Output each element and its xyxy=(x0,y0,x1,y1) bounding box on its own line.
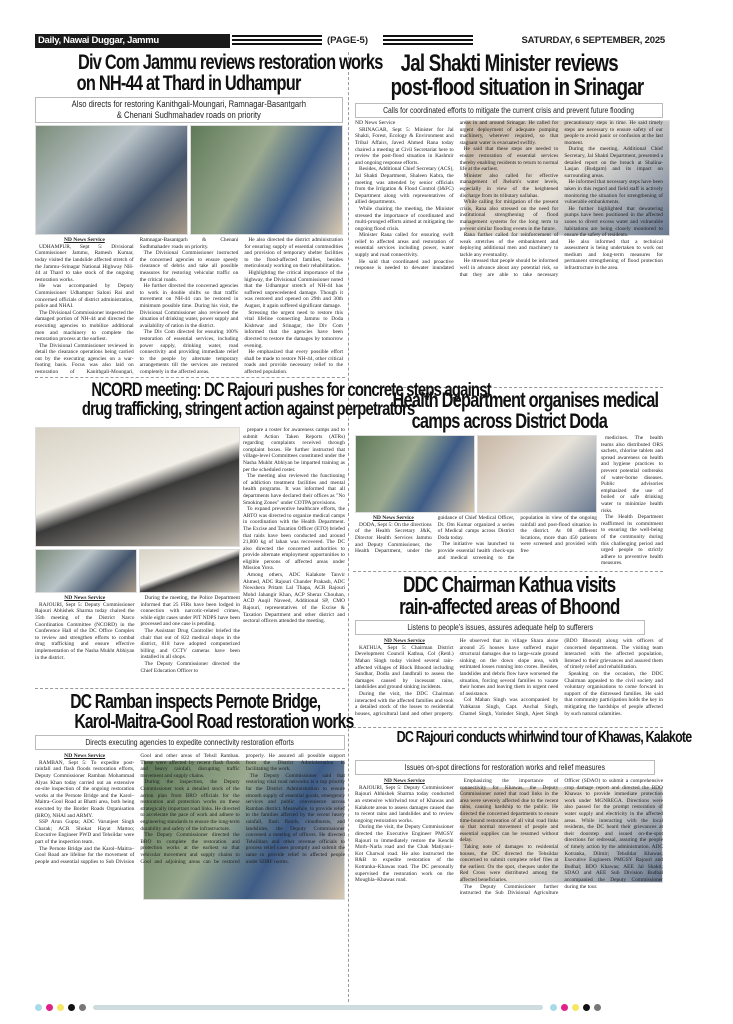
byline: ND News Service xyxy=(383,638,425,644)
photo xyxy=(35,549,137,593)
byline: ND News Service xyxy=(64,753,106,759)
section-divider xyxy=(353,727,663,728)
subheadline: Calls for coordinated efforts to mitigate the current crisis and prevent future flooding xyxy=(355,103,663,118)
decorative-stripes xyxy=(383,35,473,47)
registration-dot xyxy=(68,1004,75,1011)
paragraph: The Health Department reaffirmed its commitment to ensuring the well-being of the community during this challenging period and urged people to strictly adhere to preventive health measures. xyxy=(601,514,663,567)
subheadline: Listens to people's issues, assures adequate help to sufferers xyxy=(355,620,645,635)
photo xyxy=(190,125,343,235)
headline: DDC Chairman Kathua visits rain-affected areas of Bhoond xyxy=(398,572,620,619)
paragraph: He further highlighted that dewatering pumps have been positioned in the affected zones to divert excess water and vulnerable habitations are being closely monitored to ensure the safety of residents. xyxy=(564,205,663,239)
paragraph: Col Mahan Singh was accompanied by Yubkaran Singh, Capt. Anchal Singh, Chamel Singh, Varinder Singh, Ajeet Singh (BDO Bhoond) along with officers of concerned departments. The visiting team interacted with the affected population, listened to their grievances and assured them of timely relief and rehabilitation. xyxy=(459,638,663,717)
paragraph: While chairing the meeting, the Minister stressed the importance of coordinated and multi-pronged efforts aimed at mitigating the ongoing flood crisis. xyxy=(355,205,454,232)
headline: DC Ramban inspects Pernote Bridge, Karol-Maitra-Gool Road restoration works xyxy=(70,691,354,733)
article-body xyxy=(35,237,343,379)
paragraph: The Pernote Bridge and the Karol–Maitra–Gool Road are lifeline for the movement of people and essential supplies to Sub Division Gool and other areas of Tehsil Ramban. These were affected by recent flash floods and heavy rainfall, disrupting traffic movement and supply chains. xyxy=(35,753,240,865)
headline: Health Department organises medical camps across District Doda xyxy=(392,389,659,433)
paragraph: He informed that necessary steps have been taken in this regard and field staff is actively monitoring the situation for strengthening of vulnerable embankments. xyxy=(564,179,663,206)
paragraph: He said that these steps are needed to ensure restoration of essential services thereby enabling residents to return to normal life at the earliest. xyxy=(459,146,559,173)
paragraph: To expand preventive healthcare efforts, the ARTO was directed to organize medical camps in coordination with the Health Department. The Excise and Taxation Officer (ETO) briefed that raids have been conducted and around 21,800 kg of lahan was recovered. The DC also directed the concerned authorities to provide alternate employment opportunities to eligible persons of affected areas under Mission Yuva. xyxy=(243,506,346,572)
photo xyxy=(355,435,475,513)
paper-name: Daily, Nawai Duggar, Jammu xyxy=(35,34,230,48)
paragraph: KATHUA, Sept 5: Chairman District Development Council Kathua, Col (Retd.) Mahan Singh today visited several rain-affected villages of Block Bhoond including Sandhar, Dodla and Jandhrali to assess the damages caused by incessant rains, landslides and ground sinking incidents. xyxy=(355,644,454,691)
photo xyxy=(35,427,240,547)
photo xyxy=(35,125,188,235)
byline: ND News Service xyxy=(383,778,425,784)
paragraph: Besides, Additional Chief Secretary (ACS), Jal Shakti Department, Shaleen Kabra, the meeting was attended by senior officials from the Irrigation & Flood Control (I&FC) Department along with representatives of allied departments. xyxy=(355,166,454,206)
paragraph: He stressed that people should be informed well in advance about any potential risk, so that they are able to take necessary precautionary steps in time. He said timely steps are necessary to ensure safety of our people to avoid panic or confusion at the last moment. xyxy=(459,120,663,278)
byline: ND News Service xyxy=(64,595,106,601)
paragraph: The Divisional Commissioner reviewed in detail the clearance operations being carried out by the executing agencies on a war-footing basis. Focus was also laid on restoration of Kanithgali-Moungari, Ramnagar-Basantgarh & Chenani Sudhmahadev roads on priority. xyxy=(35,237,239,376)
masthead xyxy=(35,34,665,48)
article-body xyxy=(35,753,345,997)
article-body xyxy=(355,120,663,372)
paragraph: Stressing the urgent need to restore this vital lifeline connecting Jammu to Doda Kishtwar and Srinagar, the Div Com informed that the agencies have been directed to restore the damages by tomorrow evening. xyxy=(244,309,343,349)
article-jal-shakti xyxy=(355,52,663,372)
paragraph: During the visit, the DDC Chairman interacted with the affected families and took a detailed stock of the losses to residential houses, agricultural land and other property. He observed that in village Shara alone around 25 houses have suffered major structural damages due to large-scale ground sinking on the down slope area, with estimated losses running into crores. Besides, landslides and debris flow have worsened the situation, forcing several families to vacate their homes and leaving them in urgent need of assistance. xyxy=(355,638,559,717)
headline: DC Rajouri conducts whirlwind tour of Khawas, Kalakote xyxy=(396,729,692,746)
headline: NCORD meeting: DC Rajouri pushes for concrete steps against drug trafficking, stringent action against perpetrators xyxy=(81,380,491,420)
paragraph: During the visit, the Deputy Commissioner directed the Executive Engineer PMGSY Rajouri to immediately restore the Kenchi Morh–Narla road and the Chak Matiyani–Kot Charwal road. He also instructed the R&B to expedite restoration of the Kotranka–Khawas road. The DC personally supervised the restoration work on the Moughla–Khawas road. xyxy=(355,824,454,884)
article-body xyxy=(35,595,240,685)
article-divcom xyxy=(35,51,383,379)
paragraph: Emphasizing the importance of connectivity for Khawas, the Deputy Commissioner noted that road links in the area were severely affected due to the recent rains, causing hardship to the public. He directed the concerned departments to ensure time-bound restoration of all vital road links so that normal movement of people and essential supplies can be resumed without delay. xyxy=(459,778,559,844)
paragraph: The Deputy Commissioner further instructed the Sub Divisional Agriculture Officer (SDAO) to submit a comprehensive crop damage report and directed the BDO Khawas to provide immediate protection work under MGNREGA. Directions were also passed for the prompt restoration of water supply and electricity in the affected areas. While interacting with the local residents, the DC heard their grievances at their doorstep and issued on-the-spot directions for redressal, assuring the people of timely action by the administration. ADC Kotranka, Dilmir; Tehsildar Khawas; Executive Engineers PMGSY Rajouri and Budhal; BDO Khawas; AEE Jal Shakti; SDAO and AEE Sub Division Budhal accompanied the Deputy Commissioner during the tour. xyxy=(459,778,663,897)
paragraph: He also directed the district administration for ensuring supply of essential commodities and provision of temporary shelter facilities to the flood-affected families, besides meticulously working on their rehabilitation. xyxy=(244,237,343,270)
article-dc-ramban xyxy=(35,691,354,997)
paragraph: He further directed the concerned agencies to work in double shifts so that traffic movement on NH-44 can be restored in minimum possible time. During his visit, the Divisional Commissioner also reviewed the situation of drinking water, power supply and availability of ration in the district. xyxy=(139,283,239,329)
paragraph: Rana further called for reinforcement of weak stretches of the embankment and deploying additional men and machinery to tackle any eventuality. xyxy=(459,232,559,258)
paragraph: He said that coordinated and proactive response is needed to dewater inundated areas in and around Srinagar. He called for urgent deployment of adequate pumping machinery, wherever required, so that stagnant water is evacuated swiftly. xyxy=(355,120,559,272)
paragraph: Taking note of damages to residential houses, the DC directed the Tehsildar concerned to submit complete relief files at the earliest. On the spot, cheques under the Red Cross were distributed among the affected beneficiaries. xyxy=(459,843,559,883)
registration-dot xyxy=(572,1004,579,1011)
paragraph: He also informed that a technical assessment is being undertaken to work out medium and long-term measures for permanent strengthening of flood protection infrastructure in the area. xyxy=(564,238,663,272)
article-body-side xyxy=(243,427,345,685)
section-divider xyxy=(35,688,345,689)
paragraph: DODA, Sept 5: On the directions of the Health Secretary J&K, Director Health Services Jammu and Deputy Commissioner, the Health Department, under the guidance of Chief Medical Officer, Dr. Om Kumar organized a series of Medical camps across District Doda today. xyxy=(355,515,515,555)
photo xyxy=(139,549,240,593)
page-number: (PAGE-5) xyxy=(327,35,368,46)
article-body xyxy=(355,638,663,738)
paragraph: The initiative was launched to provide essential health check-ups and medical screening to the population in view of the ongoing rainfall and post-flood situation in the district. At 08 different locations, more than 450 patients were screened and provided with free xyxy=(437,515,597,561)
issue-date: SATURDAY, 6 SEPTEMBER, 2025 xyxy=(521,35,665,46)
registration-dot xyxy=(57,1004,64,1011)
paragraph: The meeting also reviewed the functioning of addiction treatment facilities and mental health programs. It was informed that all departments have declared their offices as "No Smoking Zones" under COTPA provisions. xyxy=(243,473,345,506)
paragraph: The Divisional Commissioner inspected the damaged portion of NH-44 and directed the executing agencies to mobilize additional men and machinery to complete the restoration process at the earliest. xyxy=(35,309,134,343)
paragraph: The Deputy Commissioner said that restoring vital road networks is a top priority for the District Administration to ensure smooth supply of essential goods, emergency services and public convenience across Ramban district. Meanwhile, to provide relief to the families affected by the recent heavy rainfall, flash floods, cloudbursts, and landslides, the Deputy Commissioner convened a meeting of officers. He directed Tehsildars and other revenue officials to process relief cases promptly and submit the same to provide relief to affected people under SDRF norms. xyxy=(245,772,345,865)
article-dc-rajouri xyxy=(355,729,692,994)
column-divider xyxy=(348,52,349,1002)
byline: ND News Service xyxy=(372,515,414,521)
paragraph: During the meeting, the Police Department informed that 25 FIRs have been lodged in connection with narcotic-related crimes, while eight cases under PIT NDPS have been processed and one case is pending. xyxy=(140,595,240,628)
registration-dot xyxy=(46,1004,53,1011)
paragraph: UDHAMPUR, Sept 5: Divisional Commissioner Jammu, Ramesh Kumar, today visited the landslide affected stretch of the Jammu–Srinagar National Highway NH-44 at Thard to take stock of the ongoing restoration works. xyxy=(35,243,134,283)
subheadline: Directs executing agencies to expedite connectivity restoration efforts xyxy=(35,735,345,750)
headline: Jal Shakti Minister reviews post-flood situation in Srinagar xyxy=(390,50,644,101)
paragraph: Minister Rana called for ensuring swift relief to affected areas and restoration of essential services including power, water supply and road connectivity. xyxy=(355,232,454,259)
paragraph: RAMBAN, Sept 5: To expedite post-rainfall and flash floods restoration efforts, Deputy Commissioner Ramban Mohammad Alyas Khan today carried out an extensive on-site inspection of the ongoing restoration works at the Pernote Bridge and the Karol–Maitra–Gool Road at Bhatti area, both being executed by the Border Roads Organisation (BRO), NHAI and ARMY. xyxy=(35,759,135,819)
paragraph: He emphasized that every possible effort shall be made to restore NH-44, other critical roads and provide necessary relief to the affected population. xyxy=(244,349,343,375)
paragraph: Speaking on the occasion, the DDC Chairman appealed to the civil society and voluntary organisations to come forward in support of the distressed families. He said that community participation holds the key in mitigating the hardships of people affected by such natural calamities. xyxy=(564,670,663,717)
headline: Div Com Jammu reviews restoration works on NH-44 at Thard in Udhampur xyxy=(76,51,383,95)
paragraph: During the meeting, Additional Chief Secretary, Jal Shakti Department, presented a detailed report on the breach at Shalina-Lasjan (Budgam) and its impact on surrounding areas. xyxy=(564,146,663,179)
registration-dot xyxy=(583,1004,590,1011)
paragraph: He was accompanied by Deputy Commissioner Udhampur Saloni Rai and concerned officials of district administration, police and NHAI. xyxy=(35,283,134,310)
byline: ND News Service xyxy=(63,237,105,243)
decorative-stripes xyxy=(232,35,322,47)
paragraph: medicines. The health teams also distributed ORS sachets, chlorine tablets and spread awareness on health and hygiene practices to prevent potential outbreaks of water-borne diseases. Public advisories emphasized the use of boiled or safe drinking water to minimize health risks. xyxy=(601,435,663,514)
paragraph: RAJOURI, Sept 5: Deputy Commissioner Rajouri Abhishek Sharma today chaired the 35th meeting of the District Narco Coordination Committee (NCORD) in the Conference Hall of the DC Office Complex to review and strengthen efforts to combat drug trafficking and ensure effective implementation of the Nasha Mukht Abhiyan in the district. xyxy=(35,601,135,661)
paragraph: Minister also called for effective management of Jhelum's water levels, especially in view of the heightened discharge from its tributary nallahas. xyxy=(459,172,559,199)
subheadline: Issues on-spot directions for restoration works and relief measures xyxy=(355,760,655,775)
paragraph: SSP Arun Gupta; ADC Varunjeet Singh Charak; ACR Shokat Hayat Mattoo; Executive Engineer PWD and Tehsildar were part of the inspection team. xyxy=(35,819,135,845)
registration-dot xyxy=(561,1004,568,1011)
paragraph: RAJOURI, Sept 5: Deputy Commissioner Rajouri Abhishek Sharma today conducted an extensive whirlwind tour of Khawas and Kalakote areas to assess damages caused due to recent rains and landslides and to review ongoing restoration works. xyxy=(355,784,454,824)
paragraph: The Deputy Commissioner directed the BRO to complete the restoration and protection works at the earliest so that vehicular movement and supply chains to Gool and adjoining areas can be restored properly. He assured all possible support from the District Administration in facilitating the work. xyxy=(140,753,345,865)
article-body xyxy=(355,778,663,994)
paragraph: The Divisional Commissioner instructed the concerned agencies to ensure speedy clearance of debris and take all possible measures for restoring vehicular traffic on the critical roads. xyxy=(139,250,239,283)
article-ddc-kathua xyxy=(355,574,663,738)
registration-dot xyxy=(79,1004,86,1011)
registration-bar xyxy=(93,1005,543,1010)
section-divider xyxy=(35,377,345,378)
paragraph: Among others, ADC Kalakote Tanvir Ahmed, ADC Rajouri Chander Prakash, ADC Nowshera Pritam Lal Thapa, ACR Rajouri Mohd Jahangir Khan, ACP Sheraz Chouhan, ACD Auqil Naveed, Additional SP, CMO Rajouri, representatives of the Excise & Taxation Department and other district and sectoral officers attended the meeting. xyxy=(243,572,345,625)
registration-dot xyxy=(550,1004,557,1011)
paragraph: SRINAGAR, Sept 5: Minister for Jal Shakti, Forest, Ecology & Environment and Tribal Affairs, Javed Ahmed Rana today chaired a meeting at Civil Secretariat here to review the post-flood situation in Kashmir and ongoing response efforts. xyxy=(355,126,454,166)
paragraph: prepare a roster for awareness camps and to submit Action Taken Reports (ATRs) regarding complaints received through complaint boxes. He further instructed that village-level Committees constituted under the Nasha Mukht Abhiyan be imparted training as per the scheduled roster. xyxy=(243,427,345,473)
paragraph: Highlighting the critical importance of the highway, the Divisional Commissioner noted that the Udhampur stretch of NH-44 has suffered unprecedented damage. Though it was restored and opened on 29th and 30th August, it again suffered significant damage. xyxy=(244,269,343,309)
paragraph: During the inspection, the Deputy Commissioner took a detailed stock of the action plan from BRO officials for the restoration and protection works on these strategically important road links. He directed to accelerate the pace of work and adhere to engineering standards to ensure the long-term durability and safety of the infrastructure. xyxy=(140,779,240,832)
article-body-side xyxy=(601,435,663,567)
paragraph: While calling for mitigation of the present crisis, Rana also stressed on the need for institutional strengthening of flood management systems for the long term to prevent similar flooding events in the future. xyxy=(459,199,559,232)
article-body xyxy=(355,515,597,565)
photo xyxy=(477,435,597,513)
registration-dot xyxy=(594,1004,601,1011)
subheadline: Also directs for restoring Kanithgali-Moungari, Ramnagar-Basantgarh & Chenani Sudhmahadev roads on priority xyxy=(35,97,343,123)
article-health xyxy=(355,389,663,567)
byline: ND News Service xyxy=(355,120,396,126)
color-registration-marks xyxy=(35,1004,665,1012)
paragraph: The Assistant Drug Controller briefed the chair that out of 822 medical shops in the district, 818 have adopted computerized billing and CCTV cameras have been installed in all shops. xyxy=(140,627,240,661)
registration-dot xyxy=(35,1004,42,1011)
paragraph: The Deputy Commissioner directed the Chief Education Officer to xyxy=(140,660,240,674)
paragraph: The Div Com directed for ensuring 100% restoration of essential services, including power supply, drinking water, road connectivity and providing immediate relief to the people by alternate temporary arrangements till the services are restored completely in the affected areas. xyxy=(139,329,239,375)
